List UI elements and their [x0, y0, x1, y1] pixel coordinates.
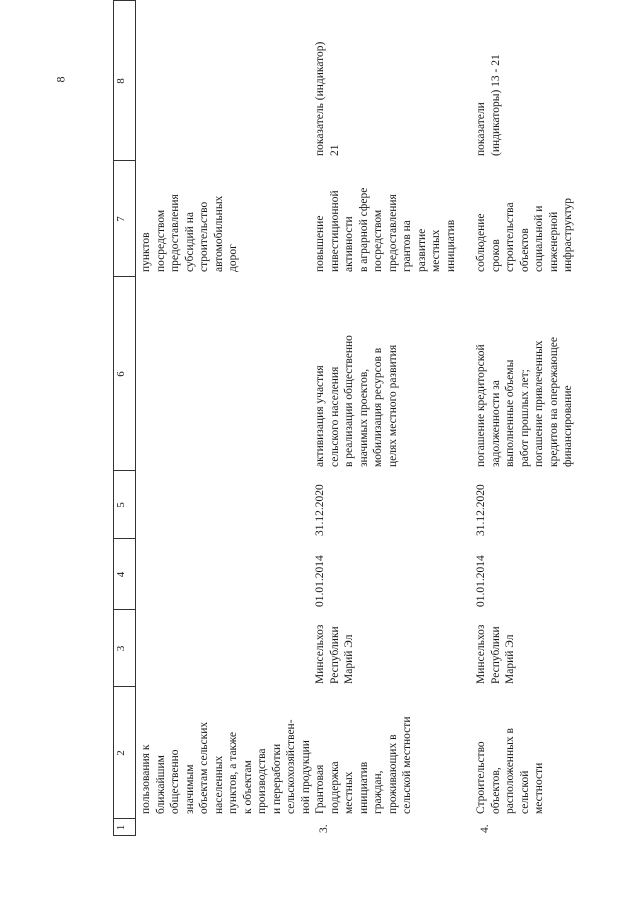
- table: [113, 0, 574, 836]
- row-3-col-5: 31.12.2020: [314, 484, 326, 536]
- page-number: 8: [53, 76, 68, 83]
- column-header: 1: [115, 824, 127, 831]
- row-3-col-8: показатель (индикатор) 21: [314, 41, 341, 156]
- column-header: 6: [115, 371, 127, 377]
- table-top-border: [113, 0, 114, 836]
- column-header: 2: [115, 750, 127, 756]
- row-3-col-3: Минсельхоз Республики Марий Эл: [314, 624, 355, 684]
- row-1-col-7: пунктов посредством предоставления субсидий на строительство автомобильных дорог: [140, 194, 239, 272]
- row-4-col-7: соблюдение сроков строительства объектов социальной и инженерной инфраструктур: [475, 197, 574, 272]
- row-4-col-2: Строительство объектов, расположенных в сельской местности: [475, 728, 545, 814]
- row-3-number: 3.: [318, 824, 330, 833]
- column-header: 5: [115, 502, 127, 508]
- column-header: 4: [115, 571, 127, 578]
- row-4-col-6: погашение кредиторской задолженности за выполненные объемы работ прошлых лет; погашение привлеченных кредитов на опережающее финансирование: [475, 337, 574, 467]
- row-3-col-7: повышение инвестиционной активности в аграрной сфере посредством предоставления грантов на развитие местных инициатив: [314, 187, 457, 272]
- row-4-col-4: 01.01.2014: [475, 555, 487, 607]
- row-4-col-5: 31.12.2020: [475, 484, 487, 536]
- column-header: 3: [115, 645, 127, 652]
- row-3-col-6: активизация участия сельского населения в реализации общественно значимых проектов, мобилизация ресурсов в целях местного развития: [314, 335, 399, 467]
- row-4-col-8: показатели (индикаторы) 13 - 21: [475, 54, 502, 156]
- header-bottom-border: [135, 0, 136, 836]
- row-3-col-2: Грантовая поддержка местных инициатив граждан, проживающих в сельской местности: [314, 716, 413, 814]
- row-4-number: 4.: [479, 824, 491, 833]
- row-4-col-3: Минсельхоз Республики Марий Эл: [475, 624, 516, 684]
- row-1-col-2: пользования к ближайшим общественно значимым объектам сельских населенных пунктов, а также к объектам производства и переработки сельскохозяйствен- ной продукции: [140, 719, 312, 814]
- row-3-col-4: 01.01.2014: [314, 555, 326, 607]
- column-header: 7: [115, 216, 127, 222]
- column-header: 8: [115, 78, 127, 84]
